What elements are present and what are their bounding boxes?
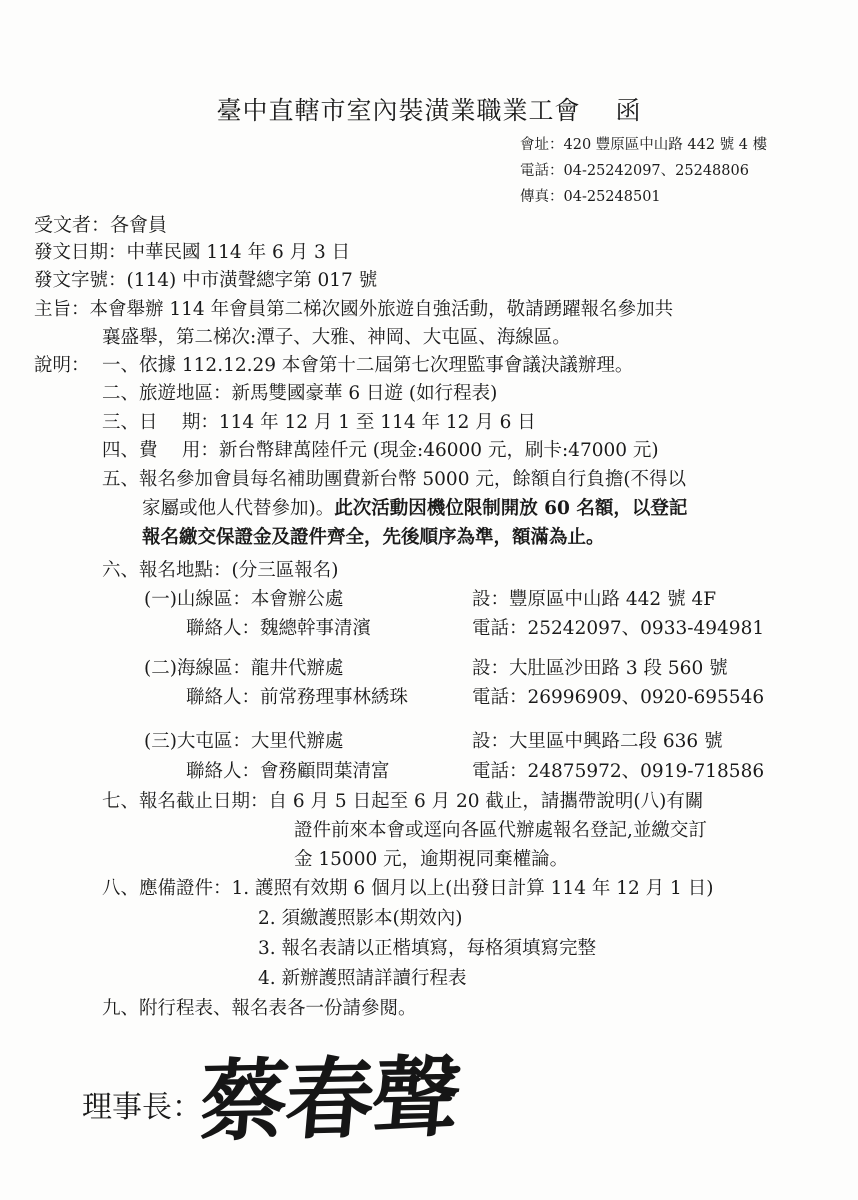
recipient-line: 受文者：各會員 bbox=[34, 214, 168, 236]
explanation-item-8-line-4: 4. 新辦護照請詳讀行程表 bbox=[258, 968, 467, 989]
area-2-name: (二)海線區：龍井代辦處 bbox=[144, 658, 344, 679]
area-3-address: 設：大里區中興路二段 636 號 bbox=[472, 731, 723, 752]
area-2-contact: 聯絡人：前常務理事林綉珠 bbox=[186, 687, 409, 708]
area-1-address: 設：豐原區中山路 442 號 4F bbox=[472, 589, 717, 610]
item-5-text: 家屬或他人代替參加)。 bbox=[142, 498, 335, 519]
explanation-item-9: 九、附行程表、報名表各一份請參閱。 bbox=[102, 998, 417, 1019]
explanation-label: 說明： bbox=[34, 355, 90, 376]
document-title: 臺中直轄市室內裝潢業職業工會 函 bbox=[216, 96, 642, 125]
explanation-item-1: 一、依據 112.12.29 本會第十二屆第七次理監事會議決議辦理。 bbox=[102, 355, 634, 376]
issue-date-line: 發文日期：中華民國 114 年 6 月 3 日 bbox=[34, 242, 351, 263]
subject-line-1: 主旨：本會舉辦 114 年會員第二梯次國外旅遊自強活動，敬請踴躍報名參加共 bbox=[34, 299, 674, 320]
union-fax: 傳真：04-25248501 bbox=[520, 189, 661, 205]
explanation-item-8-line-2: 2. 須繳護照影本(期效內) bbox=[258, 908, 463, 929]
explanation-item-5-line-3: 報名繳交保證金及證件齊全，先後順序為準，額滿為止。 bbox=[142, 527, 605, 548]
area-3-name: (三)大屯區：大里代辦處 bbox=[144, 731, 344, 752]
document-number-line: 發文字號：(114) 中市潢聲總字第 017 號 bbox=[34, 270, 378, 291]
area-3-contact: 聯絡人：會務顧問葉清富 bbox=[186, 761, 390, 782]
item-5-bold-notice: 此次活動因機位限制開放 60 名額，以登記 bbox=[334, 498, 688, 519]
chairman-signature: 蔡春聲 bbox=[195, 1044, 463, 1154]
explanation-item-4: 四、費 用：新台幣肆萬陸仟元 (現金:46000 元，刷卡:47000 元) bbox=[102, 440, 659, 461]
union-phone: 電話：04-25242097、25248806 bbox=[520, 163, 749, 179]
area-1-contact: 聯絡人：魏總幹事清濱 bbox=[186, 618, 372, 639]
explanation-item-5-line-2 bbox=[142, 500, 687, 519]
explanation-item-8-line-1: 八、應備證件：1. 護照有效期 6 個月以上(出發日計算 114 年 12 月 1 日) bbox=[102, 878, 714, 899]
union-address: 會址：420 豐原區中山路 442 號 4 樓 bbox=[520, 137, 768, 153]
explanation-item-8-line-3: 3. 報名表請以正楷填寫，每格須填寫完整 bbox=[258, 938, 597, 959]
area-3-phone: 電話：24875972、0919-718586 bbox=[472, 761, 765, 782]
explanation-item-7-line-1: 七、報名截止日期：自 6 月 5 日起至 6 月 20 截止，請攜帶說明(八)有關 bbox=[102, 791, 704, 812]
area-1-name: (一)山線區：本會辦公處 bbox=[144, 589, 344, 610]
area-2-phone: 電話：26996909、0920-695546 bbox=[472, 687, 765, 708]
explanation-item-5-line-1: 五、報名參加會員每名補助團費新台幣 5000 元，餘額自行負擔(不得以 bbox=[102, 469, 687, 490]
area-1-phone: 電話：25242097、0933-494981 bbox=[472, 618, 765, 639]
chairman-label: 理事長： bbox=[82, 1090, 202, 1125]
area-2-address: 設：大肚區沙田路 3 段 560 號 bbox=[472, 658, 728, 679]
explanation-item-7-line-2: 證件前來本會或逕向各區代辦處報名登記,並繳交訂 bbox=[294, 820, 707, 841]
explanation-item-3: 三、日 期：114 年 12 月 1 至 114 年 12 月 6 日 bbox=[102, 412, 536, 433]
explanation-item-7-line-3: 金 15000 元，逾期視同棄權論。 bbox=[294, 849, 569, 870]
explanation-item-6: 六、報名地點：(分三區報名) bbox=[102, 560, 339, 581]
subject-line-2: 襄盛舉，第二梯次:潭子、大雅、神岡、大屯區、海線區。 bbox=[102, 327, 571, 348]
explanation-item-2: 二、旅遊地區：新馬雙國豪華 6 日遊 (如行程表) bbox=[102, 383, 498, 404]
